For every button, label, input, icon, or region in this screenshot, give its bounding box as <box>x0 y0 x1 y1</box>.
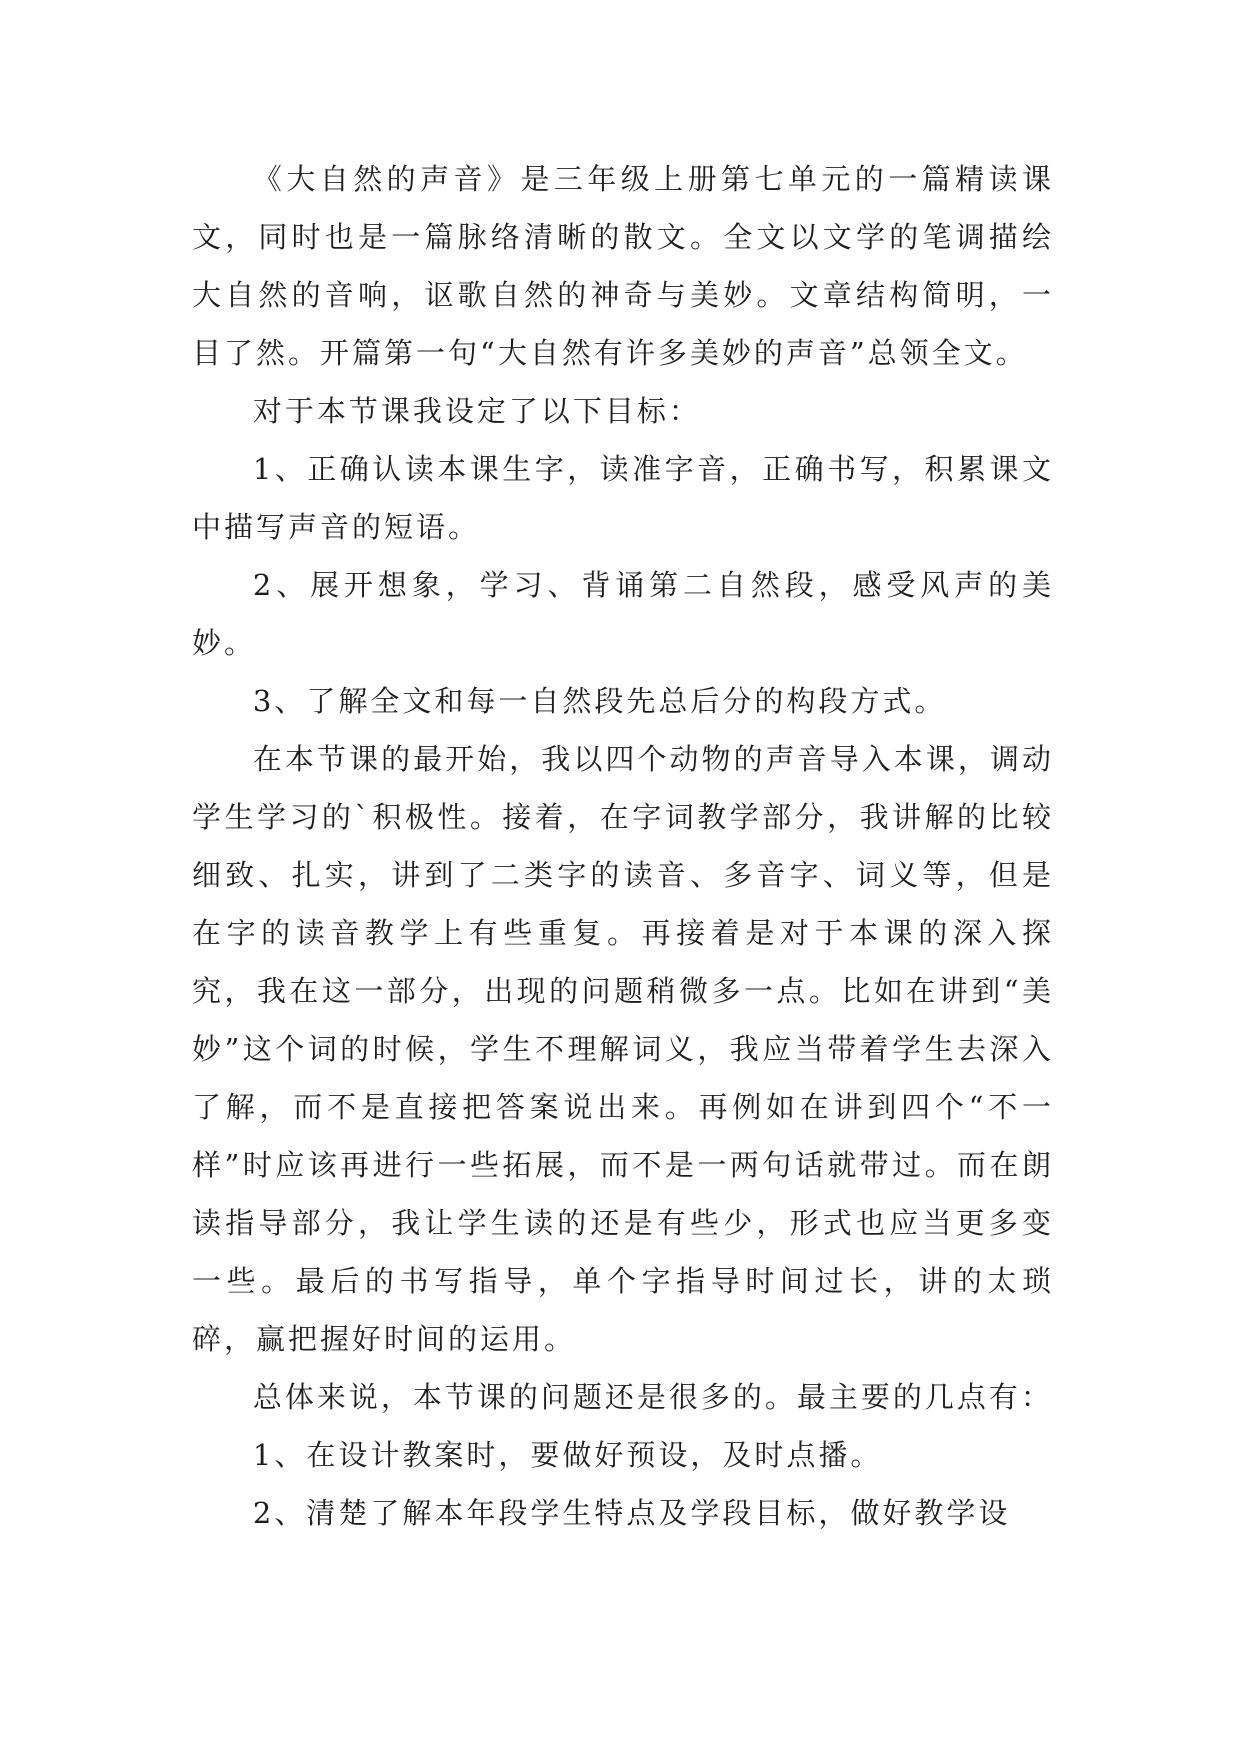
paragraph-goal-1: 1、正确认读本课生字，读准字音，正确书写，积累课文中描写声音的短语。 <box>192 452 1054 544</box>
paragraph-goals-heading: 对于本节课我设定了以下目标： <box>252 394 701 428</box>
paragraph-reflection: 在本节课的最开始，我以四个动物的声音导入本课，调动学生学习的`积极性。接着，在字词教学部分，我讲解的比较细致、扎实，讲到了二类字的读音、多音字、词义等，但是在字的读音教学上有些重复。再接着是对于本课的深入探究，我在这一部分，出现的问题稍微多一点。比如在讲到“美妙”这个词的时候，学生不理解词义，我应当带着学生去深入了解，而不是直接把答案说出来。再例如在讲到四个“不一样”时应该再进行一些拓展，而不是一两句话就带过。而在朗读指导部分，我让学生读的还是有些少，形式也应当更多变一些。最后的书写指导，单个字指导时间过长，讲的太琐碎，赢把握好时间的运用。 <box>192 742 1054 1356</box>
document-body <box>192 150 1054 1542</box>
paragraph-goal-3: 3、了解全文和每一自然段先总后分的构段方式。 <box>252 684 947 718</box>
paragraph-point-2: 2、清楚了解本年段学生特点及学段目标，做好教学设 <box>252 1496 1011 1530</box>
paragraph-summary: 总体来说，本节课的问题还是很多的。最主要的几点有： <box>252 1380 1053 1414</box>
paragraph-goal-2: 2、展开想象，学习、背诵第二自然段，感受风声的美妙。 <box>192 568 1054 660</box>
paragraph-point-1: 1、在设计教案时，要做好预设，及时点播。 <box>252 1438 883 1472</box>
paragraph-intro: 《大自然的声音》是三年级上册第七单元的一篇精读课文，同时也是一篇脉络清晰的散文。全文以文学的笔调描绘大自然的音响，讴歌自然的神奇与美妙。文章结构简明，一目了然。开篇第一句“大自然有许多美妙的声音”总领全文。 <box>192 162 1054 370</box>
